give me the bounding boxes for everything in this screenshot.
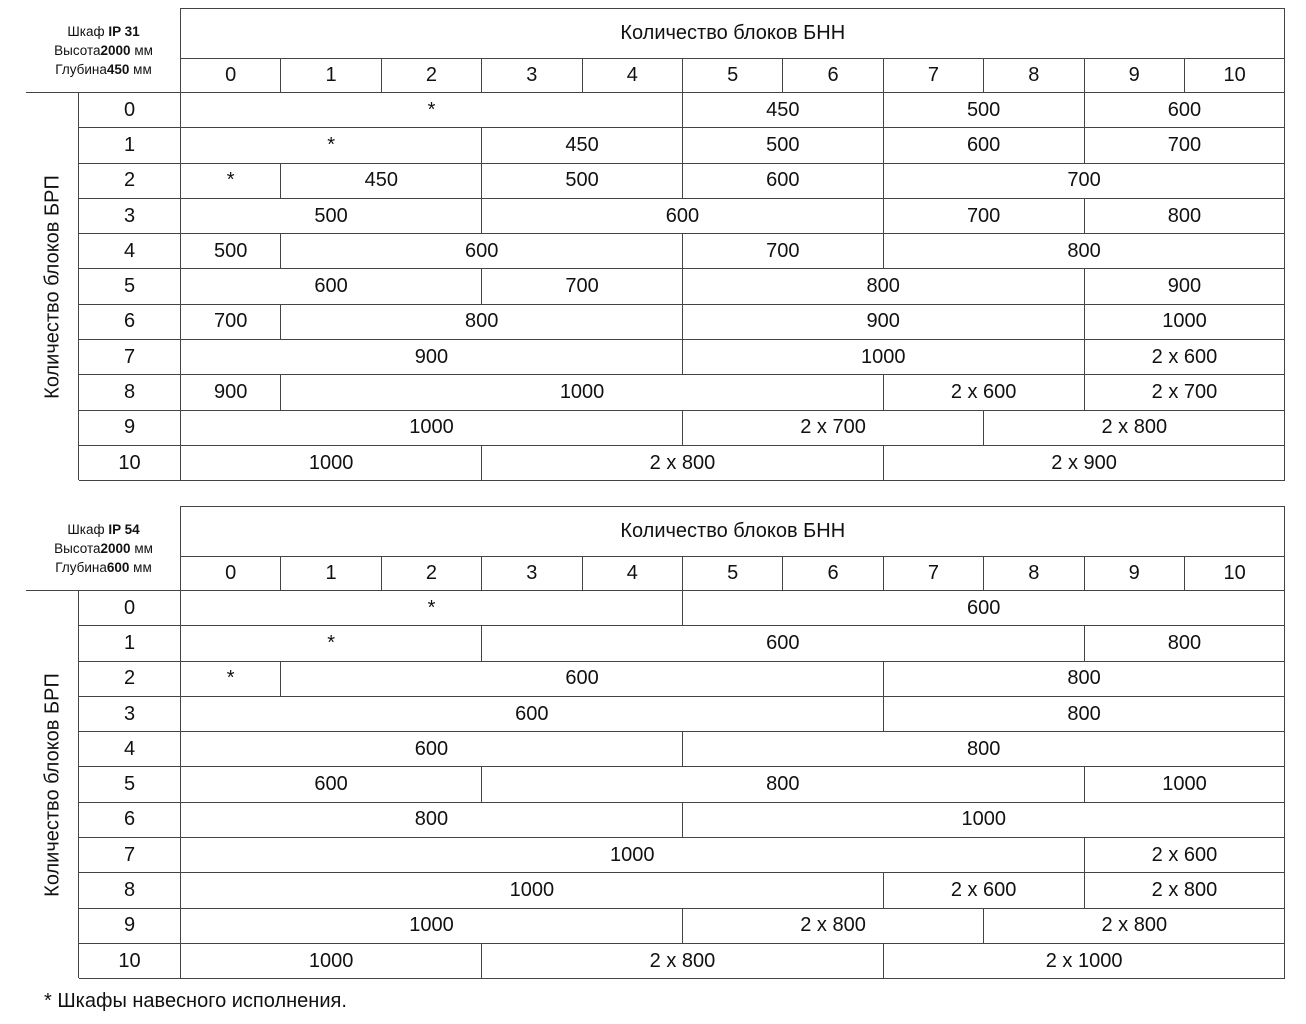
height-unit: мм [134, 43, 153, 58]
depth-value: 600 [106, 560, 130, 575]
table-cell: 800 [1084, 198, 1285, 233]
row-header: 4 [79, 234, 181, 269]
row-header: 1 [79, 128, 181, 163]
table-cell: 500 [682, 128, 883, 163]
table-cell: 2 x 800 [682, 908, 983, 943]
table-cell: 600 [181, 732, 683, 767]
table-cell: 600 [181, 269, 482, 304]
column-header: 2 [381, 557, 481, 591]
table-cell: 500 [482, 163, 683, 198]
row-header: 7 [79, 838, 181, 873]
table-cell: 800 [482, 767, 1084, 802]
table-row [27, 626, 1285, 661]
table-ip54 [26, 506, 1285, 979]
table-cell: 2 x 600 [1084, 340, 1285, 375]
row-header: 2 [79, 163, 181, 198]
table-cell: 700 [883, 163, 1285, 198]
table-cell: * [181, 661, 281, 696]
column-header: 0 [181, 59, 281, 93]
table-cell: 800 [682, 732, 1285, 767]
table-cell: 800 [883, 234, 1285, 269]
depth-unit: мм [133, 62, 152, 77]
column-header: 4 [582, 557, 682, 591]
table-cell: 500 [181, 234, 281, 269]
cabinet-rating: IP 31 [108, 24, 140, 39]
table-row [27, 943, 1285, 978]
table-cell: 900 [1084, 269, 1285, 304]
column-axis-title: Количество блоков БНН [181, 9, 1285, 59]
table-cell: 1000 [1084, 304, 1285, 339]
column-header: 10 [1184, 59, 1285, 93]
row-header: 8 [79, 873, 181, 908]
row-header: 6 [79, 304, 181, 339]
table-cell: 1000 [181, 445, 482, 480]
column-header: 2 [381, 59, 481, 93]
column-header: 3 [482, 557, 582, 591]
row-header: 1 [79, 626, 181, 661]
table-cell: 600 [1084, 93, 1285, 128]
row-header: 5 [79, 767, 181, 802]
column-header: 7 [883, 59, 983, 93]
row-header: 7 [79, 340, 181, 375]
table-cell: 1000 [281, 375, 883, 410]
table-cell: 800 [181, 802, 683, 837]
table-cell: 2 x 1000 [883, 943, 1285, 978]
row-header: 3 [79, 696, 181, 731]
table-cell: 1000 [181, 410, 683, 445]
column-header: 1 [281, 557, 381, 591]
table-row [27, 802, 1285, 837]
table-cell: 450 [482, 128, 683, 163]
table-cell: 800 [682, 269, 1084, 304]
table-cell: 500 [181, 198, 482, 233]
table-cell: 2 x 600 [883, 873, 1084, 908]
table-cell: 600 [682, 591, 1285, 626]
table-cell: 700 [482, 269, 683, 304]
table-row [27, 591, 1285, 626]
column-header: 8 [984, 59, 1084, 93]
table-cell: 900 [181, 340, 683, 375]
table-row [27, 375, 1285, 410]
column-header: 1 [281, 59, 381, 93]
footnote: * Шкафы навесного исполнения. [44, 990, 347, 1012]
depth-unit: мм [133, 560, 152, 575]
row-header: 3 [79, 198, 181, 233]
table-row [27, 873, 1285, 908]
depth-label: Глубина [55, 560, 107, 575]
table-cell: 600 [682, 163, 883, 198]
height-value: 2000 [100, 43, 131, 58]
row-header: 10 [79, 445, 181, 480]
column-header: 4 [582, 59, 682, 93]
table-row [27, 93, 1285, 128]
table-cell: * [181, 591, 683, 626]
table-cell: 1000 [181, 838, 1085, 873]
table-cell: 800 [883, 661, 1285, 696]
table-row [27, 661, 1285, 696]
table-cell: 1000 [1084, 767, 1285, 802]
column-header: 6 [783, 59, 883, 93]
table-cell: 2 x 800 [1084, 873, 1285, 908]
table-cell: 600 [281, 661, 883, 696]
table-row [27, 198, 1285, 233]
cabinet-rating: IP 54 [108, 522, 140, 537]
table-cell: 450 [682, 93, 883, 128]
table-cell: * [181, 163, 281, 198]
table-cell: * [181, 93, 683, 128]
table-cell: 800 [281, 304, 683, 339]
table-cell: 700 [181, 304, 281, 339]
table-cell: 700 [1084, 128, 1285, 163]
table-cell: 2 x 800 [482, 943, 884, 978]
column-axis-title: Количество блоков БНН [181, 507, 1285, 557]
table-cell: 600 [181, 767, 482, 802]
column-header: 10 [1184, 557, 1285, 591]
table-row [27, 696, 1285, 731]
row-header: 10 [79, 943, 181, 978]
table-cell: 600 [883, 128, 1084, 163]
column-header: 5 [682, 557, 782, 591]
table-row [27, 908, 1285, 943]
table-row [27, 304, 1285, 339]
table-row [27, 838, 1285, 873]
table-cell: 700 [883, 198, 1084, 233]
table-cell: 600 [181, 696, 884, 731]
row-header: 0 [79, 93, 181, 128]
row-header: 9 [79, 410, 181, 445]
table-ip31 [26, 8, 1285, 481]
row-header: 6 [79, 802, 181, 837]
height-label: Высота [54, 541, 101, 556]
table-row [27, 340, 1285, 375]
column-header: 0 [181, 557, 281, 591]
table-cell: 900 [682, 304, 1084, 339]
table-cell: 2 x 900 [883, 445, 1285, 480]
table-cell: 1000 [181, 873, 884, 908]
table-cell: 800 [1084, 626, 1285, 661]
table-row [27, 269, 1285, 304]
row-axis-label [27, 591, 79, 979]
table-cell: 2 x 800 [984, 410, 1285, 445]
table-cell: 450 [281, 163, 482, 198]
row-axis-label-text: Количество блоков БРП [41, 672, 63, 897]
cabinet-spec [27, 507, 181, 591]
table-cell: 600 [281, 234, 683, 269]
depth-label: Глубина [55, 62, 107, 77]
table-row [27, 445, 1285, 480]
height-value: 2000 [100, 541, 131, 556]
table-cell: 600 [482, 198, 884, 233]
column-header: 8 [984, 557, 1084, 591]
cabinet-label: Шкаф [67, 522, 105, 537]
table-cell: 600 [482, 626, 1084, 661]
table-cell: 2 x 600 [1084, 838, 1285, 873]
column-header: 7 [883, 557, 983, 591]
row-axis-label [27, 93, 79, 481]
row-header: 2 [79, 661, 181, 696]
table-cell: 700 [682, 234, 883, 269]
table-cell: 1000 [682, 802, 1285, 837]
row-header: 5 [79, 269, 181, 304]
table-cell: * [181, 128, 482, 163]
table-cell: 2 x 700 [1084, 375, 1285, 410]
table-cell: 1000 [181, 943, 482, 978]
depth-value: 450 [106, 62, 130, 77]
cabinet-label: Шкаф [67, 24, 105, 39]
table-row [27, 410, 1285, 445]
table-cell: * [181, 626, 482, 661]
row-header: 8 [79, 375, 181, 410]
row-header: 0 [79, 591, 181, 626]
height-unit: мм [134, 541, 153, 556]
table-row [27, 163, 1285, 198]
column-header: 9 [1084, 557, 1184, 591]
table-cell: 800 [883, 696, 1285, 731]
table-row [27, 128, 1285, 163]
table-cell: 1000 [682, 340, 1084, 375]
column-header: 3 [482, 59, 582, 93]
table-cell: 2 x 800 [482, 445, 884, 480]
table-cell: 900 [181, 375, 281, 410]
table-row [27, 234, 1285, 269]
table-row [27, 732, 1285, 767]
table-cell: 500 [883, 93, 1084, 128]
table-cell: 2 x 800 [984, 908, 1285, 943]
cabinet-spec [27, 9, 181, 93]
table-cell: 2 x 600 [883, 375, 1084, 410]
table-row [27, 767, 1285, 802]
table-cell: 1000 [181, 908, 683, 943]
column-header: 9 [1084, 59, 1184, 93]
row-header: 4 [79, 732, 181, 767]
row-header: 9 [79, 908, 181, 943]
table-cell: 2 x 700 [682, 410, 983, 445]
row-axis-label-text: Количество блоков БРП [41, 174, 63, 399]
column-header: 6 [783, 557, 883, 591]
column-header: 5 [682, 59, 782, 93]
height-label: Высота [54, 43, 101, 58]
